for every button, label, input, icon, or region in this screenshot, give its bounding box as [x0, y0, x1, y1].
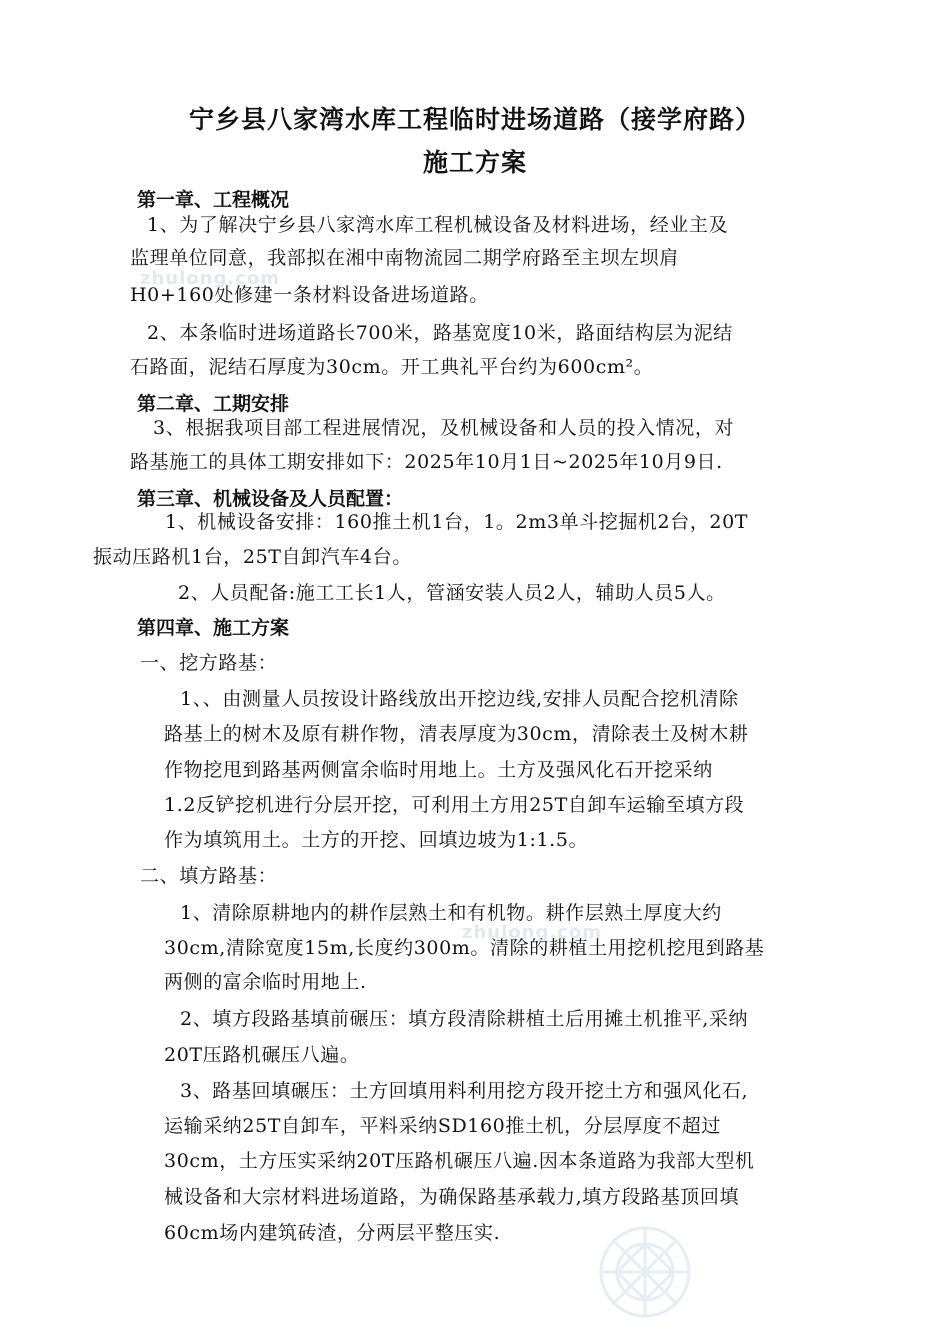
paragraph-line: 1、为了解决宁乡县八家湾水库工程机械设备及材料进场，经业主及 — [147, 214, 729, 236]
paragraph-line: H0+160处修建一条材料设备进场道路。 — [130, 284, 489, 306]
paragraph-line: 3、路基回填碾压：土方回填用料利用挖方段开挖土方和强风化石, — [180, 1080, 749, 1102]
paragraph-line: 械设备和大宗材料进场道路，为确保路基承载力,填方段路基顶回填 — [164, 1186, 740, 1208]
watermark-logo-icon — [585, 1212, 705, 1332]
section-heading-excavation: 一、挖方路基： — [140, 652, 278, 674]
chapter-4-heading: 第四章、施工方案 — [137, 617, 290, 639]
watermark-text: zhulong.com — [462, 922, 602, 943]
paragraph-line: 1.2反铲挖机进行分层开挖，可利用土方用25T自卸车运输至填方段 — [164, 794, 745, 816]
paragraph-line: 1、、由测量人员按设计路线放出开挖边线,安排人员配合挖机清除 — [180, 688, 739, 710]
chapter-1-heading: 第一章、工程概况 — [137, 189, 290, 211]
paragraph-line: 振动压路机1台，25T自卸汽车4台。 — [93, 546, 412, 568]
paragraph-line: 1、机械设备安排：160推土机1台，1。2m3单斗挖掘机2台，20T — [165, 511, 749, 533]
section-heading-fill: 二、填方路基： — [140, 865, 278, 887]
paragraph-line: 2、填方段路基填前碾压：填方段清除耕植土后用摊土机推平,采纳 — [180, 1008, 749, 1030]
paragraph-line: 3、根据我项目部工程进展情况，及机械设备和人员的投入情况，对 — [153, 417, 735, 439]
paragraph-line: 30cm，土方压实采纳20T压路机碾压八遍.因本条道路为我部大型机 — [164, 1150, 755, 1172]
paragraph-line: 20T压路机碾压八遍。 — [164, 1044, 360, 1066]
chapter-3-heading: 第三章、机械设备及人员配置： — [137, 488, 404, 510]
paragraph-line: 路基施工的具体工期安排如下：2025年10月1日~2025年10月9日. — [130, 451, 723, 473]
paragraph-line: 路基上的树木及原有耕作物，清表厚度为30cm，清除表土及树木耕 — [164, 723, 749, 745]
paragraph-line: 石路面，泥结石厚度为30cm。开工典礼平台约为600cm²。 — [130, 356, 654, 378]
paragraph-line: 2、本条临时进场道路长700米，路基宽度10米，路面结构层为泥结 — [147, 322, 733, 344]
paragraph-line: 60cm场内建筑砖渣，分两层平整压实. — [164, 1222, 501, 1244]
chapter-2-heading: 第二章、工期安排 — [137, 393, 290, 415]
paragraph-line: 运输采纳25T自卸车，平料采纳SD160推土机，分层厚度不超过 — [164, 1115, 721, 1137]
paragraph-line: 1、清除原耕地内的耕作层熟土和有机物。耕作层熟土厚度大约 — [180, 902, 722, 924]
document-title-line-2: 施工方案 — [422, 148, 527, 177]
watermark-text: zhulong.com — [140, 268, 280, 289]
paragraph-line: 2、人员配备:施工工长1人，管涵安装人员2人，辅助人员5人。 — [178, 582, 726, 604]
paragraph-line: 监理单位同意，我部拟在湘中南物流园二期学府路至主坝左坝肩 — [130, 247, 679, 269]
paragraph-line: 作为填筑用土。土方的开挖、回填边坡为1:1.5。 — [164, 829, 589, 851]
paragraph-line: 作物挖甩到路基两侧富余临时用地上。土方及强风化石开挖采纳 — [164, 759, 713, 781]
paragraph-line: 30cm,清除宽度15m,长度约300m。清除的耕植土用挖机挖甩到路基 — [164, 937, 765, 959]
document-title-line-1: 宁乡县八家湾水库工程临时进场道路（接学府路） — [188, 105, 761, 134]
paragraph-line: 两侧的富余临时用地上. — [164, 971, 367, 993]
